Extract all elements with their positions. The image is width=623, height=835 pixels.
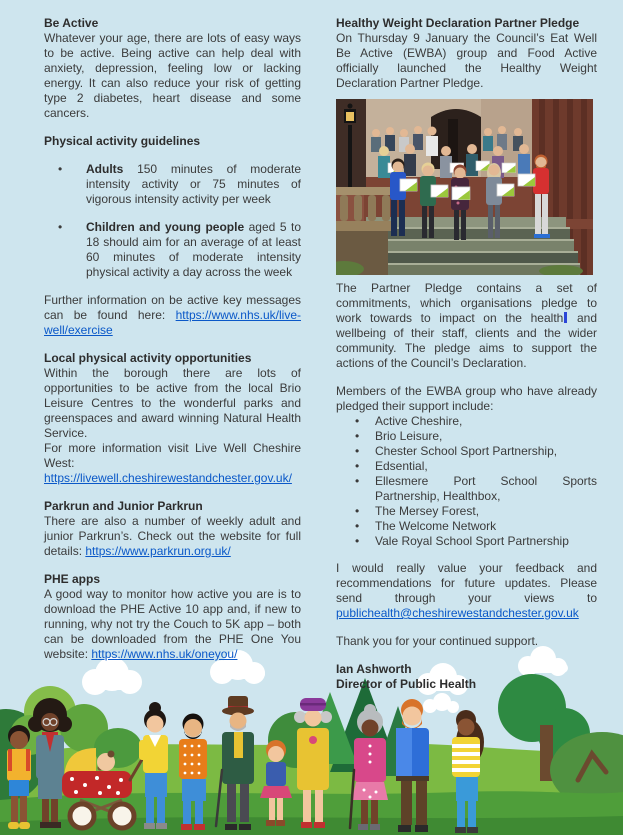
partner-pledge-body [336,281,597,371]
right-column [336,16,597,692]
feedback-text: I would really value your feedback and recommendations for future updates. Please send through your views to [336,561,597,605]
list-item: • The Mersey Forest, [336,504,597,519]
parkrun-text: There are also a number of weekly adult and junior Parkrun’s. Check out the website for full details: [44,514,301,558]
members-intro: Members of the EWBA group who have already pledged their support include: [336,384,597,413]
be-active-heading: Be Active [44,16,99,30]
livewell-link[interactable]: https://livewell.cheshirewestandchester.gov.uk/ [44,471,292,485]
nhs-exercise-link[interactable]: https://www.nhs.uk/live-well/exercise [44,308,301,337]
comment-mark-icon [564,312,567,323]
bullet-text: aged 5 to 18 should aim for an average of at least 60 minutes of moderate intensity physical activity a day across the week [86,220,301,279]
list-item [44,162,301,207]
phe-apps-heading: PHE apps [44,572,101,586]
parkrun-link[interactable]: https://www.parkrun.org.uk/ [85,544,231,558]
left-column [44,16,301,675]
list-item: • Active Cheshire, [336,414,597,429]
bullet-bold: Adults [86,162,124,176]
parkrun-body [44,514,301,559]
bullet-text: 150 minutes of moderate intensity activity or 75 minutes of vigorous intensity activity per week [86,162,301,206]
list-item: • Brio Leisure, [336,429,597,444]
local-opportunities-more: For more information visit Live Well Cheshire West: [44,441,301,470]
further-info-text: Further information on be active key messages can be found here: [44,293,301,322]
partner-pledge-photo [336,99,593,275]
list-item: • The Welcome Network [336,519,597,534]
signature-name: Ian Ashworth [336,662,412,676]
be-active-body: Whatever your age, there are lots of easy ways to be active. Being active can help deal with anxiety, depression, feeling low or lacking energy. It can also reduce your risk of getting type 2 diabetes, heart disease and some cancers. [44,31,301,120]
local-opportunities-body: Within the borough there are lots of opportunities to be active from the local Brio Leisure Centres to the wonderful parks and greenspaces and award winning Natural Health Service. [44,366,301,440]
further-info [44,293,301,338]
guidelines-heading: Physical activity guidelines [44,134,201,148]
list-item: • Ellesmere Port School Sports Partnership, Healthbox, [336,474,597,504]
publichealth-email-link[interactable]: publichealth@cheshirewestandchester.gov.uk [336,606,579,620]
partner-pledge-text-2: and wellbeing of their staff, clients and the wider community. The pledge aims to support the actions of the Council’s Declaration. [336,311,597,370]
list-item: • Vale Royal School Sport Partnership [336,534,597,549]
parkrun-heading: Parkrun and Junior Parkrun [44,499,203,513]
bullet-bold: Children and young people [86,220,245,234]
members-list [336,414,597,549]
list-item: • Chester School Sport Partnership, [336,444,597,459]
local-opportunities-heading: Local physical activity opportunities [44,351,252,365]
thanks-line: Thank you for your continued support. [336,634,539,648]
pledge-heading: Healthy Weight Declaration Partner Pledge [336,16,580,30]
list-item: • Edsential, [336,459,597,474]
phe-apps-text: A good way to monitor how active you are is to download the PHE Active 10 app and, if new to running, why not try the Couch to 5K app – both can be downloaded from the PHE One You website: [44,587,301,661]
guidelines-list [44,162,301,280]
pledge-body: On Thursday 9 January the Council’s Eat Well Be Active (EWBA) group and Food Active officially launched the Healthy Weight Declaration Partner Pledge. [336,31,597,90]
partner-pledge-text: The Partner Pledge contains a set of commitments, which organisations pledge to work towards to impact on the health [336,281,597,325]
list-item [44,220,301,280]
oneyou-link[interactable]: https://www.nhs.uk/oneyou/ [91,647,238,661]
partner-pledge-photo-graphic [336,99,593,275]
livewell-link-line [44,471,301,486]
feedback-body [336,561,597,621]
phe-apps-body [44,587,301,662]
signature-title: Director of Public Health [336,677,477,691]
